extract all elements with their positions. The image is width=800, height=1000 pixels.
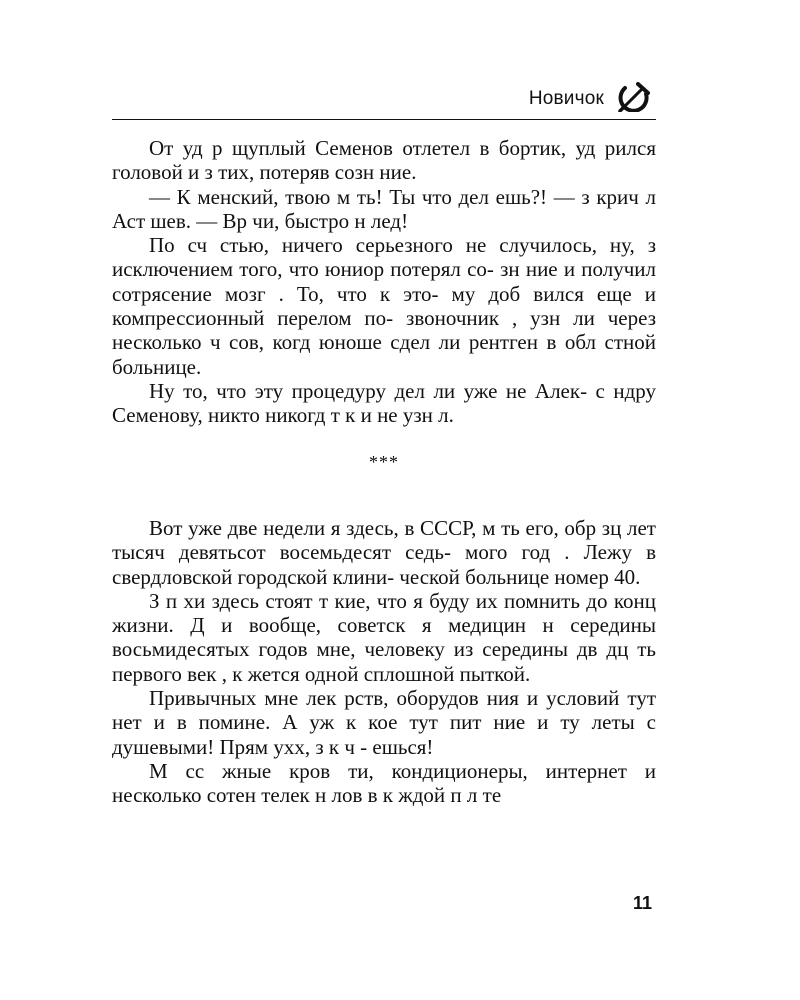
header-rule bbox=[112, 119, 656, 120]
running-title: Новичок bbox=[528, 88, 604, 109]
paragraph: По сч стью, ничего серьезного не случилось, ну, з исключением того, что юниор потерял со- зн ние и получил сотрясение мозг . То, что к это- му доб вился еще и компрессионный перелом по- звоночник , узн ли через несколько ч сов, когд юноше сдел ли рентген в обл стной больнице. bbox=[112, 233, 656, 379]
paragraph: З п хи здесь стоят т кие, что я буду их помнить до конц жизни. Д и вообще, советск я медицин н середины восьмидесятых годов мне, человеку из середины дв дц ть первого век , к жется одной сплошной пыткой. bbox=[112, 588, 656, 686]
text-section-2 bbox=[112, 516, 656, 808]
paragraph: Вот уже две недели я здесь, в СССР, м ть его, обр зц лет тысяч девятьсот восемьдесят седь- мого год . Лежу в свердловской городской клини- ческой больнице номер 40. bbox=[112, 516, 656, 589]
page-number: 11 bbox=[632, 893, 652, 913]
running-header bbox=[112, 78, 656, 118]
hammer-and-sickle-icon bbox=[616, 80, 654, 112]
paragraph: М сс жные кров ти, кондиционеры, интернет и несколько сотен телек н лов в к ждой п л те bbox=[112, 758, 656, 808]
paragraph: Привычных мне лек рств, оборудов ния и условий тут нет и в помине. А уж к кое тут пит ние и ту леты с душевыми! Прям ухх, з к ч - ешься! bbox=[112, 686, 656, 759]
paragraph: От уд р щуплый Семенов отлетел в бортик, уд рился головой и з тих, потеряв созн ние. bbox=[112, 136, 656, 185]
paragraph: — К менский, твою м ть! Ты что дел ешь?! — з крич л Аст шев. — Вр чи, быстро н лед! bbox=[112, 184, 656, 233]
section-separator: *** bbox=[369, 452, 399, 472]
paragraph: Ну то, что эту процедуру дел ли уже не Алек- с ндру Семенову, никто никогд т к и не узн л. bbox=[112, 378, 656, 428]
text-section-1 bbox=[112, 136, 656, 428]
